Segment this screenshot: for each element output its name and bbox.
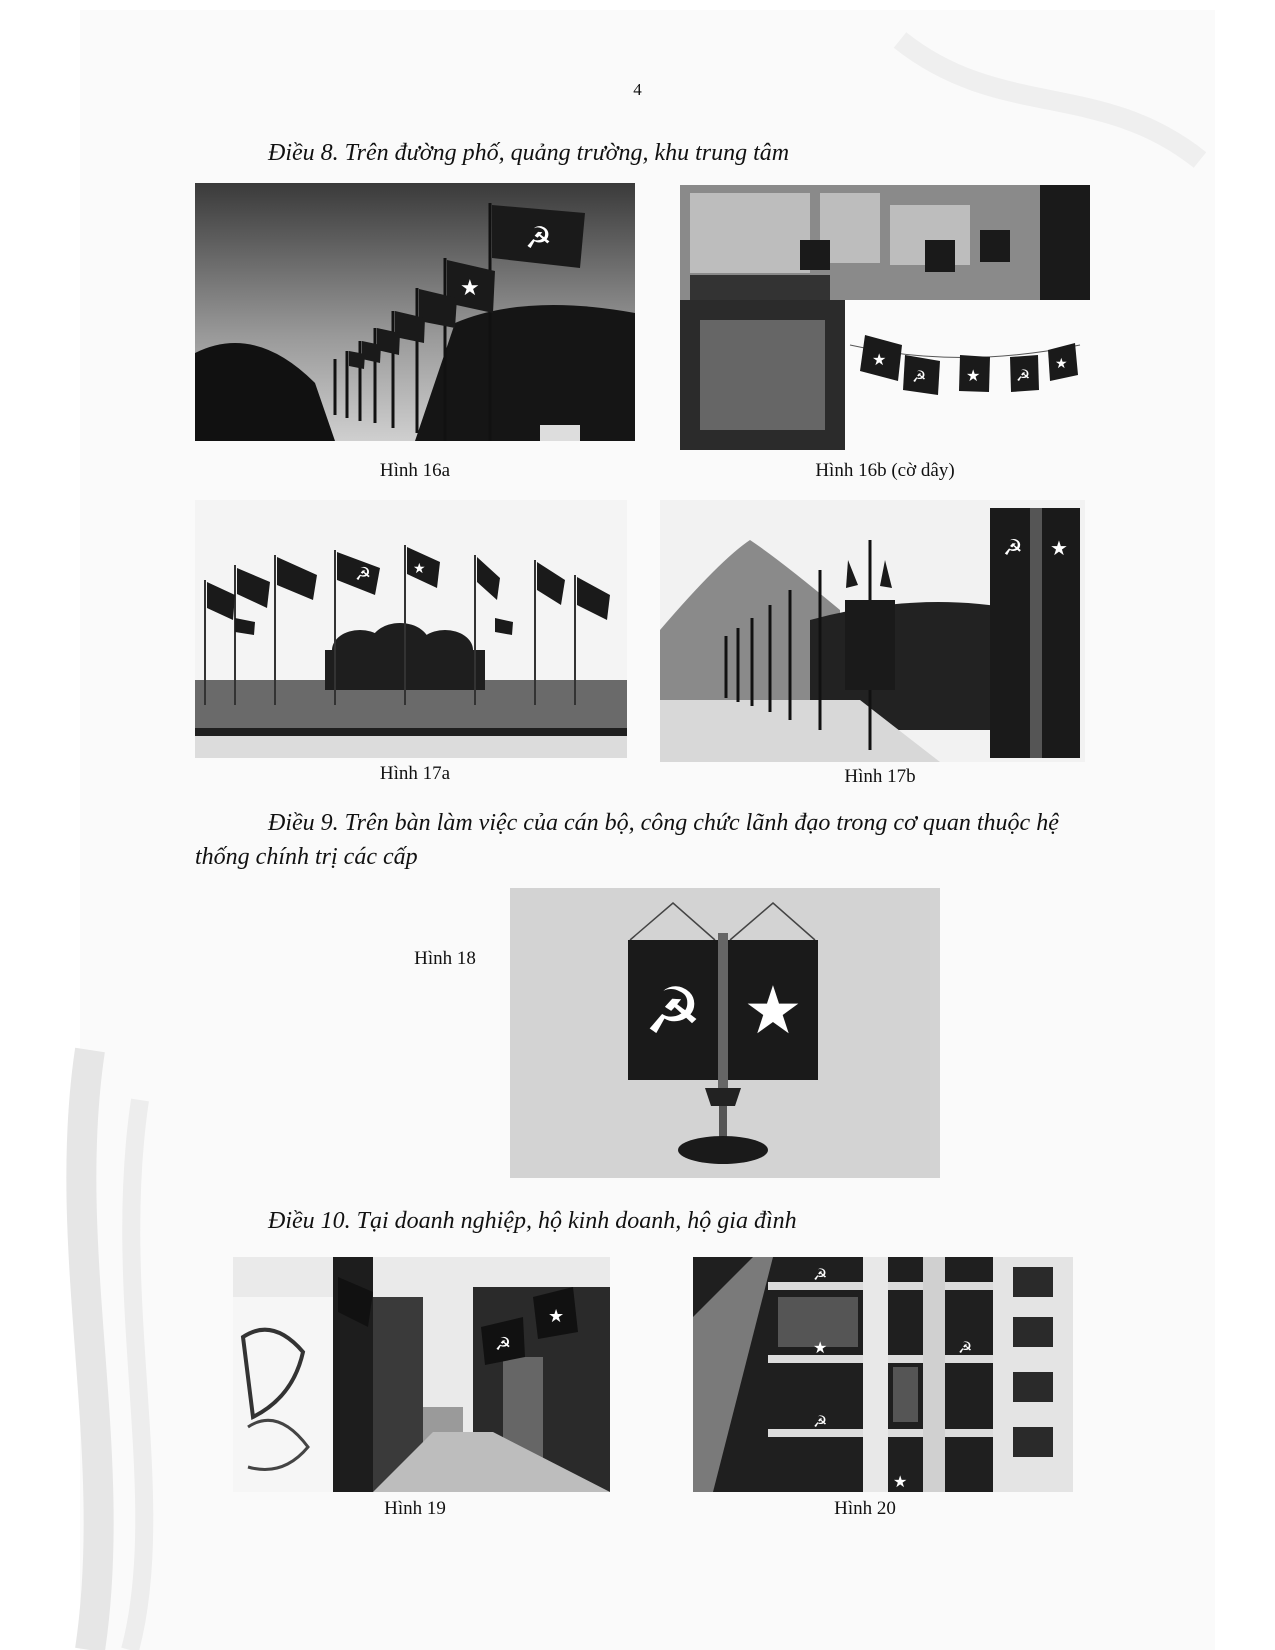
caption-16b: Hình 16b (cờ dây) xyxy=(815,460,955,481)
star-icon: ★ xyxy=(872,352,887,369)
star-icon: ★ xyxy=(813,1340,828,1357)
photo-20 xyxy=(693,1257,1073,1492)
caption-18: Hình 18 xyxy=(414,948,476,969)
caption-20: Hình 20 xyxy=(834,1498,896,1519)
caption-19: Hình 19 xyxy=(384,1498,446,1519)
photo-17a xyxy=(195,500,627,758)
hammer-sickle-icon: ☭ xyxy=(1016,368,1031,385)
heading-dieu-8: Điều 8. Trên đường phố, quảng trường, khu trung tâm xyxy=(268,140,790,166)
star-icon: ★ xyxy=(413,562,426,577)
photo-18 xyxy=(510,888,940,1178)
star-icon: ★ xyxy=(460,275,480,300)
caption-17b: Hình 17b xyxy=(844,766,916,787)
hammer-sickle-icon: ☭ xyxy=(525,222,552,255)
hammer-sickle-icon: ☭ xyxy=(813,1414,828,1431)
photo-16a xyxy=(195,183,635,441)
hammer-sickle-icon: ☭ xyxy=(813,1267,828,1284)
hammer-sickle-icon: ☭ xyxy=(644,976,702,1047)
star-icon: ★ xyxy=(893,1474,908,1491)
star-icon: ★ xyxy=(743,975,803,1048)
hammer-sickle-icon: ☭ xyxy=(912,369,927,386)
star-icon: ★ xyxy=(548,1306,565,1326)
star-icon: ★ xyxy=(1055,357,1068,372)
hammer-sickle-icon: ☭ xyxy=(355,564,372,584)
photo-19 xyxy=(233,1257,610,1492)
photo-17b xyxy=(660,500,1085,762)
caption-16a: Hình 16a xyxy=(379,460,451,481)
heading-dieu-9: Điều 9. Trên bàn làm việc của cán bộ, công chức lãnh đạo trong cơ quan thuộc hệ thống chính trị các cấp xyxy=(195,810,1059,870)
hammer-sickle-icon: ☭ xyxy=(1003,535,1023,560)
hammer-sickle-icon: ☭ xyxy=(958,1340,973,1357)
caption-17a: Hình 17a xyxy=(379,763,451,784)
hammer-sickle-icon: ☭ xyxy=(495,1334,512,1354)
photo-16b xyxy=(680,185,1090,450)
page-number: 4 xyxy=(633,80,642,99)
star-icon: ★ xyxy=(1050,538,1068,560)
star-icon: ★ xyxy=(966,368,981,385)
heading-dieu-10: Điều 10. Tại doanh nghiệp, hộ kinh doanh, hộ gia đình xyxy=(268,1208,797,1234)
